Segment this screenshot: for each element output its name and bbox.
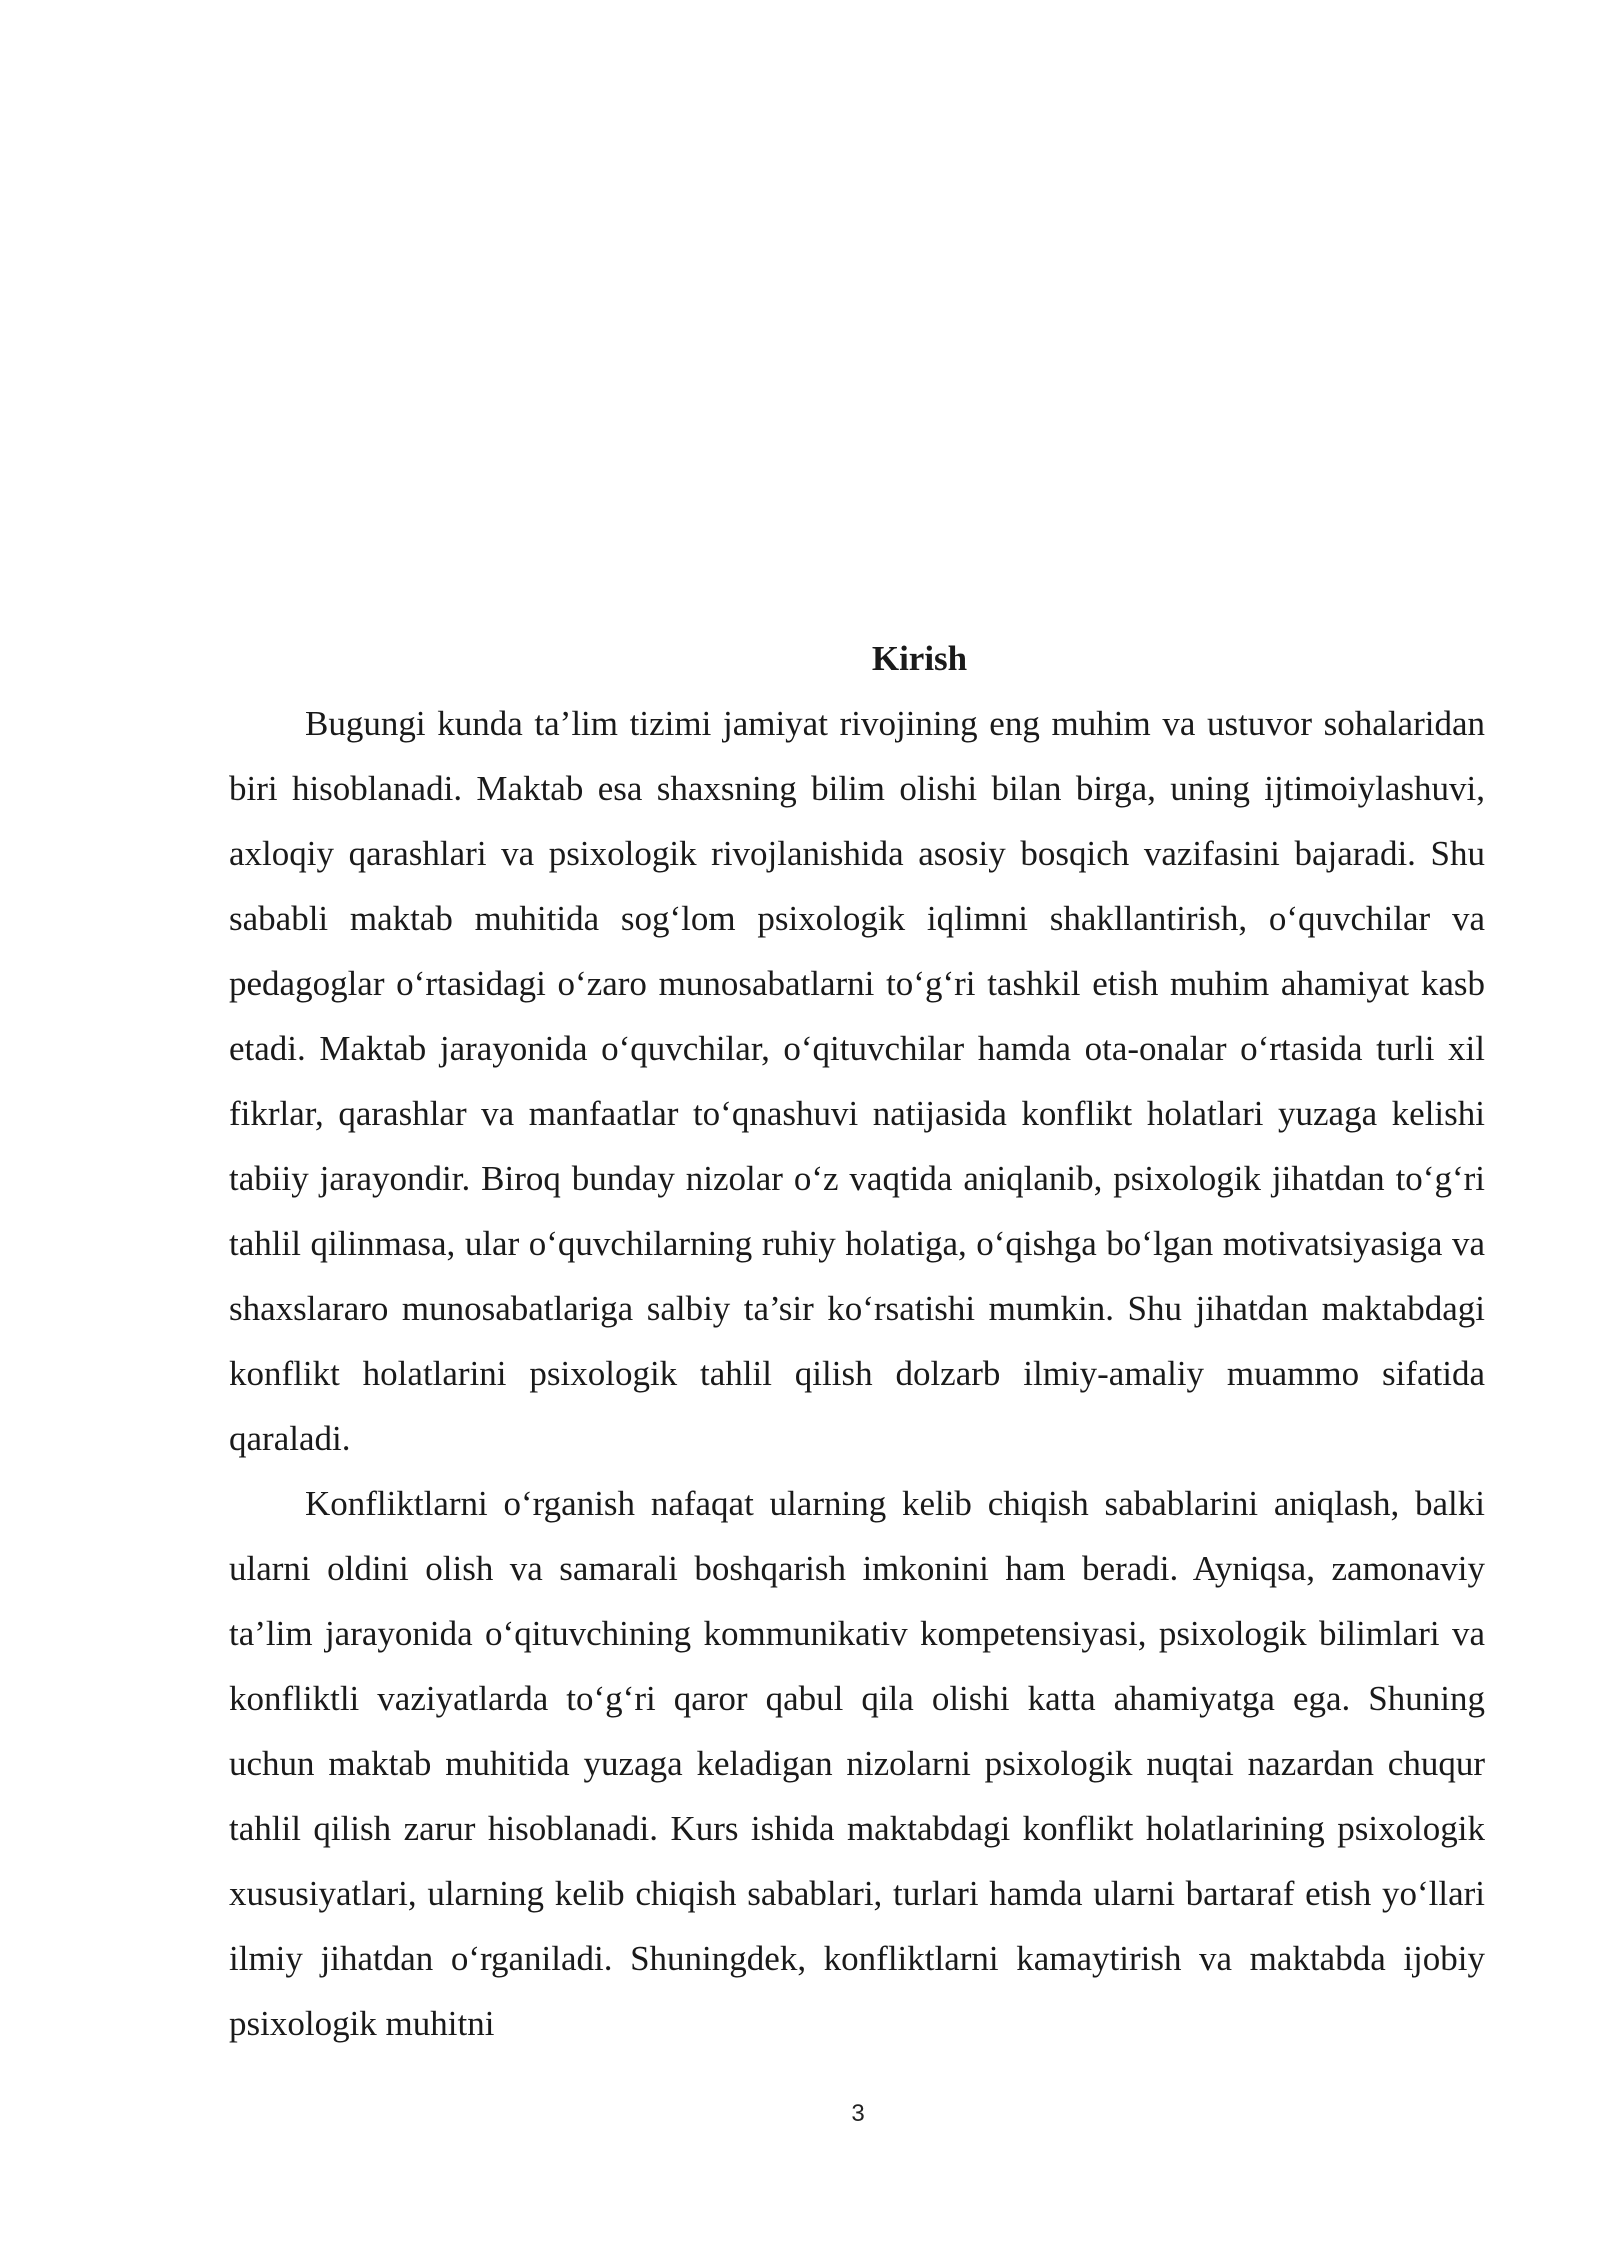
paragraph-2: Konfliktlarni o‘rganish nafaqat ularning kelib chiqish sabablarini aniqlash, balki ularni oldini olish va samarali boshqarish imkonini ham beradi. Ayniqsa, zamonaviy ta’lim jarayonida o‘qituvchining kommunikativ kompetensiyasi, psixologik bilimlari va konfliktli vaziyatlarda to‘g‘ri qaror qabul qila olishi katta ahamiyatga ega. Shuning uchun maktab muhitida yuzaga keladigan nizolarni psixologik nuqtai nazardan chuqur tahlil qilish zarur hisoblanadi. Kurs ishida maktabdagi konflikt holatlarining psixologik xususiyatlari, ularning kelib chiqish sabablari, turlari hamda ularni bartaraf etish yo‘llari ilmiy jihatdan o‘rganiladi. Shuningdek, konfliktlarni kamaytirish va maktabda ijobiy psixologik muhitni [229,1484,1485,2043]
paragraph-1: Bugungi kunda ta’lim tizimi jamiyat rivojining eng muhim va ustuvor sohalaridan biri hisoblanadi. Maktab esa shaxsning bilim olishi bilan birga, uning ijtimoiylashuvi, axloqiy qarashlari va psixologik rivojlanishida asosiy bosqich vazifasini bajaradi. Shu sababli maktab muhitida sog‘lom psixologik iqlimni shakllantirish, o‘quvchilar va pedagoglar o‘rtasidagi o‘zaro munosabatlarni to‘g‘ri tashkil etish muhim ahamiyat kasb etadi. Maktab jarayonida o‘quvchilar, o‘qituvchilar hamda ota-onalar o‘rtasida turli xil fikrlar, qarashlar va manfaatlar to‘qnashuvi natijasida konflikt holatlari yuzaga kelishi tabiiy jarayondir. Biroq bunday nizolar o‘z vaqtida aniqlanib, psixologik jihatdan to‘g‘ri tahlil qilinmasa, ular o‘quvchilarning ruhiy holatiga, o‘qishga bo‘lgan motivatsiyasiga va shaxslararo munosabatlariga salbiy ta’sir ko‘rsatishi mumkin. Shu jihatdan maktabdagi konflikt holatlarini psixologik tahlil qilish dolzarb ilmiy-amaliy muammo sifatida qaraladi. [229,704,1485,1458]
page-body [229,626,1485,2056]
section-heading: Kirish [871,639,968,678]
page-number: 3 [851,2100,865,2127]
